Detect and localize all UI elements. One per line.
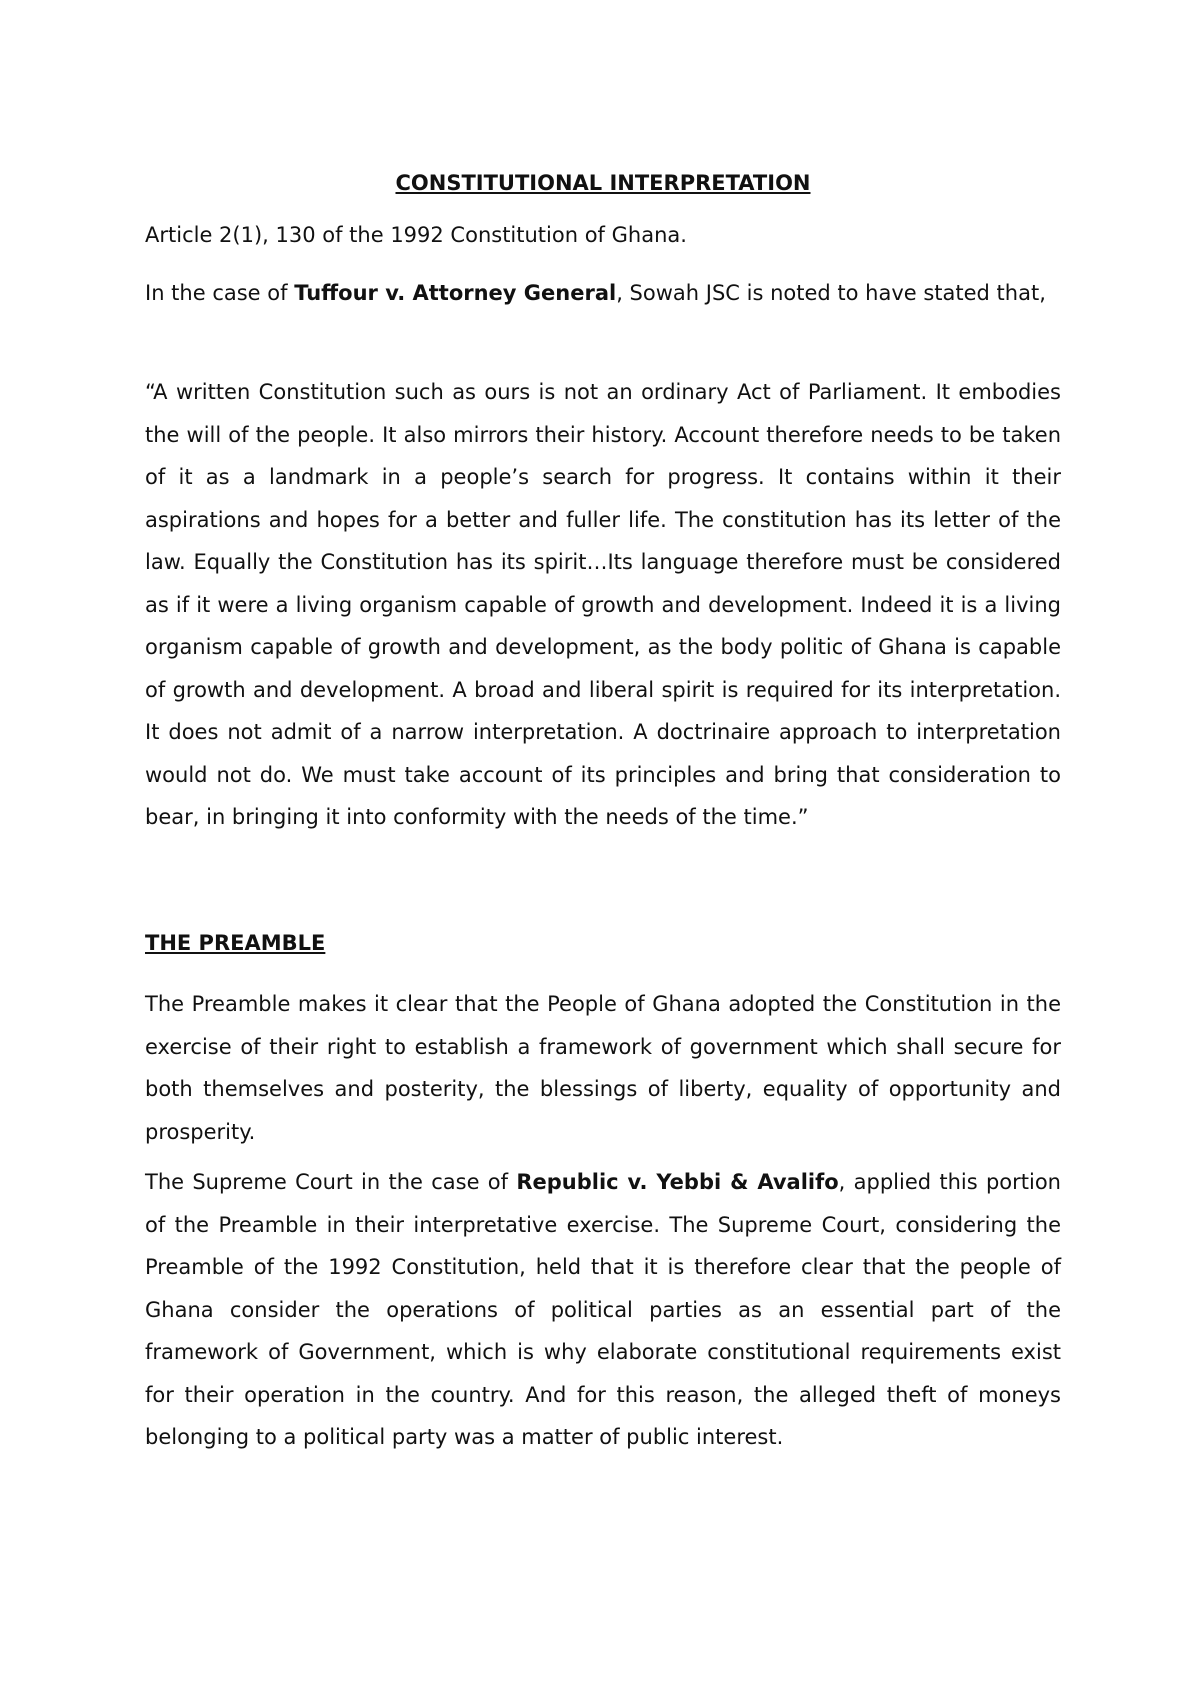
case-name-tuffour: Tuffour: [294, 281, 378, 305]
yebbi-prefix: The Supreme Court in the case of: [145, 1170, 517, 1194]
sowah-quote: “A written Constitution such as ours is not an ordinary Act of Parliament. It embodies the will of the people. It also mirrors their history. Account therefore needs to be taken of it as a landmark in a people’s search for progress. It contains within it their aspirations and hopes for a better and fuller life. The constitution has its letter of the law. Equally the Constitution has its spirit…Its language therefore must be considered as if it were a living organism capable of growth and development. Indeed it is a living organism capable of growth and development, as the body politic of Ghana is capable of growth and development. A broad and liberal spirit is required for its interpretation. It does not admit of a narrow interpretation. A doctrinaire approach to interpretation would not do. We must take account of its principles and bring that consideration to bear, in bringing it into conformity with the needs of the time.”: [145, 380, 1061, 829]
tuffour-suffix: , Sowah JSC is noted to have stated that,: [616, 281, 1046, 305]
preamble-heading: THE PREAMBLE: [145, 931, 326, 955]
tuffour-case-paragraph: [145, 272, 1061, 315]
case-name-attorney-general: Attorney General: [412, 281, 617, 305]
case-name-republic: Republic: [516, 1170, 619, 1194]
case-name-yebbi-avalifo: Yebbi & Avalifo: [656, 1170, 839, 1194]
page-title: CONSTITUTIONAL INTERPRETATION: [395, 171, 811, 195]
case-versus: v.: [377, 281, 413, 305]
tuffour-prefix: In the case of: [145, 281, 295, 305]
article-reference: Article 2(1), 130 of the 1992 Constitution of Ghana.: [145, 223, 687, 247]
yebbi-suffix: , applied this portion of the Preamble in their interpretative exercise. The Supreme Court, considering the Preamble of the 1992 Constitution, held that it is therefore clear that the people of Ghana consider the operations of political parties as an essential part of the framework of Government, which is why elaborate constitutional requirements exist for their operation in the country. And for this reason, the alleged theft of moneys belonging to a political party was a matter of public interest.: [145, 1170, 1061, 1449]
case-versus-yebbi: v.: [618, 1170, 657, 1194]
preamble-paragraph: The Preamble makes it clear that the People of Ghana adopted the Constitution in the exercise of their right to establish a framework of government which shall secure for both themselves and posterity, the blessings of liberty, equality of opportunity and prosperity.: [145, 992, 1061, 1144]
yebbi-case-paragraph: [145, 1161, 1061, 1459]
